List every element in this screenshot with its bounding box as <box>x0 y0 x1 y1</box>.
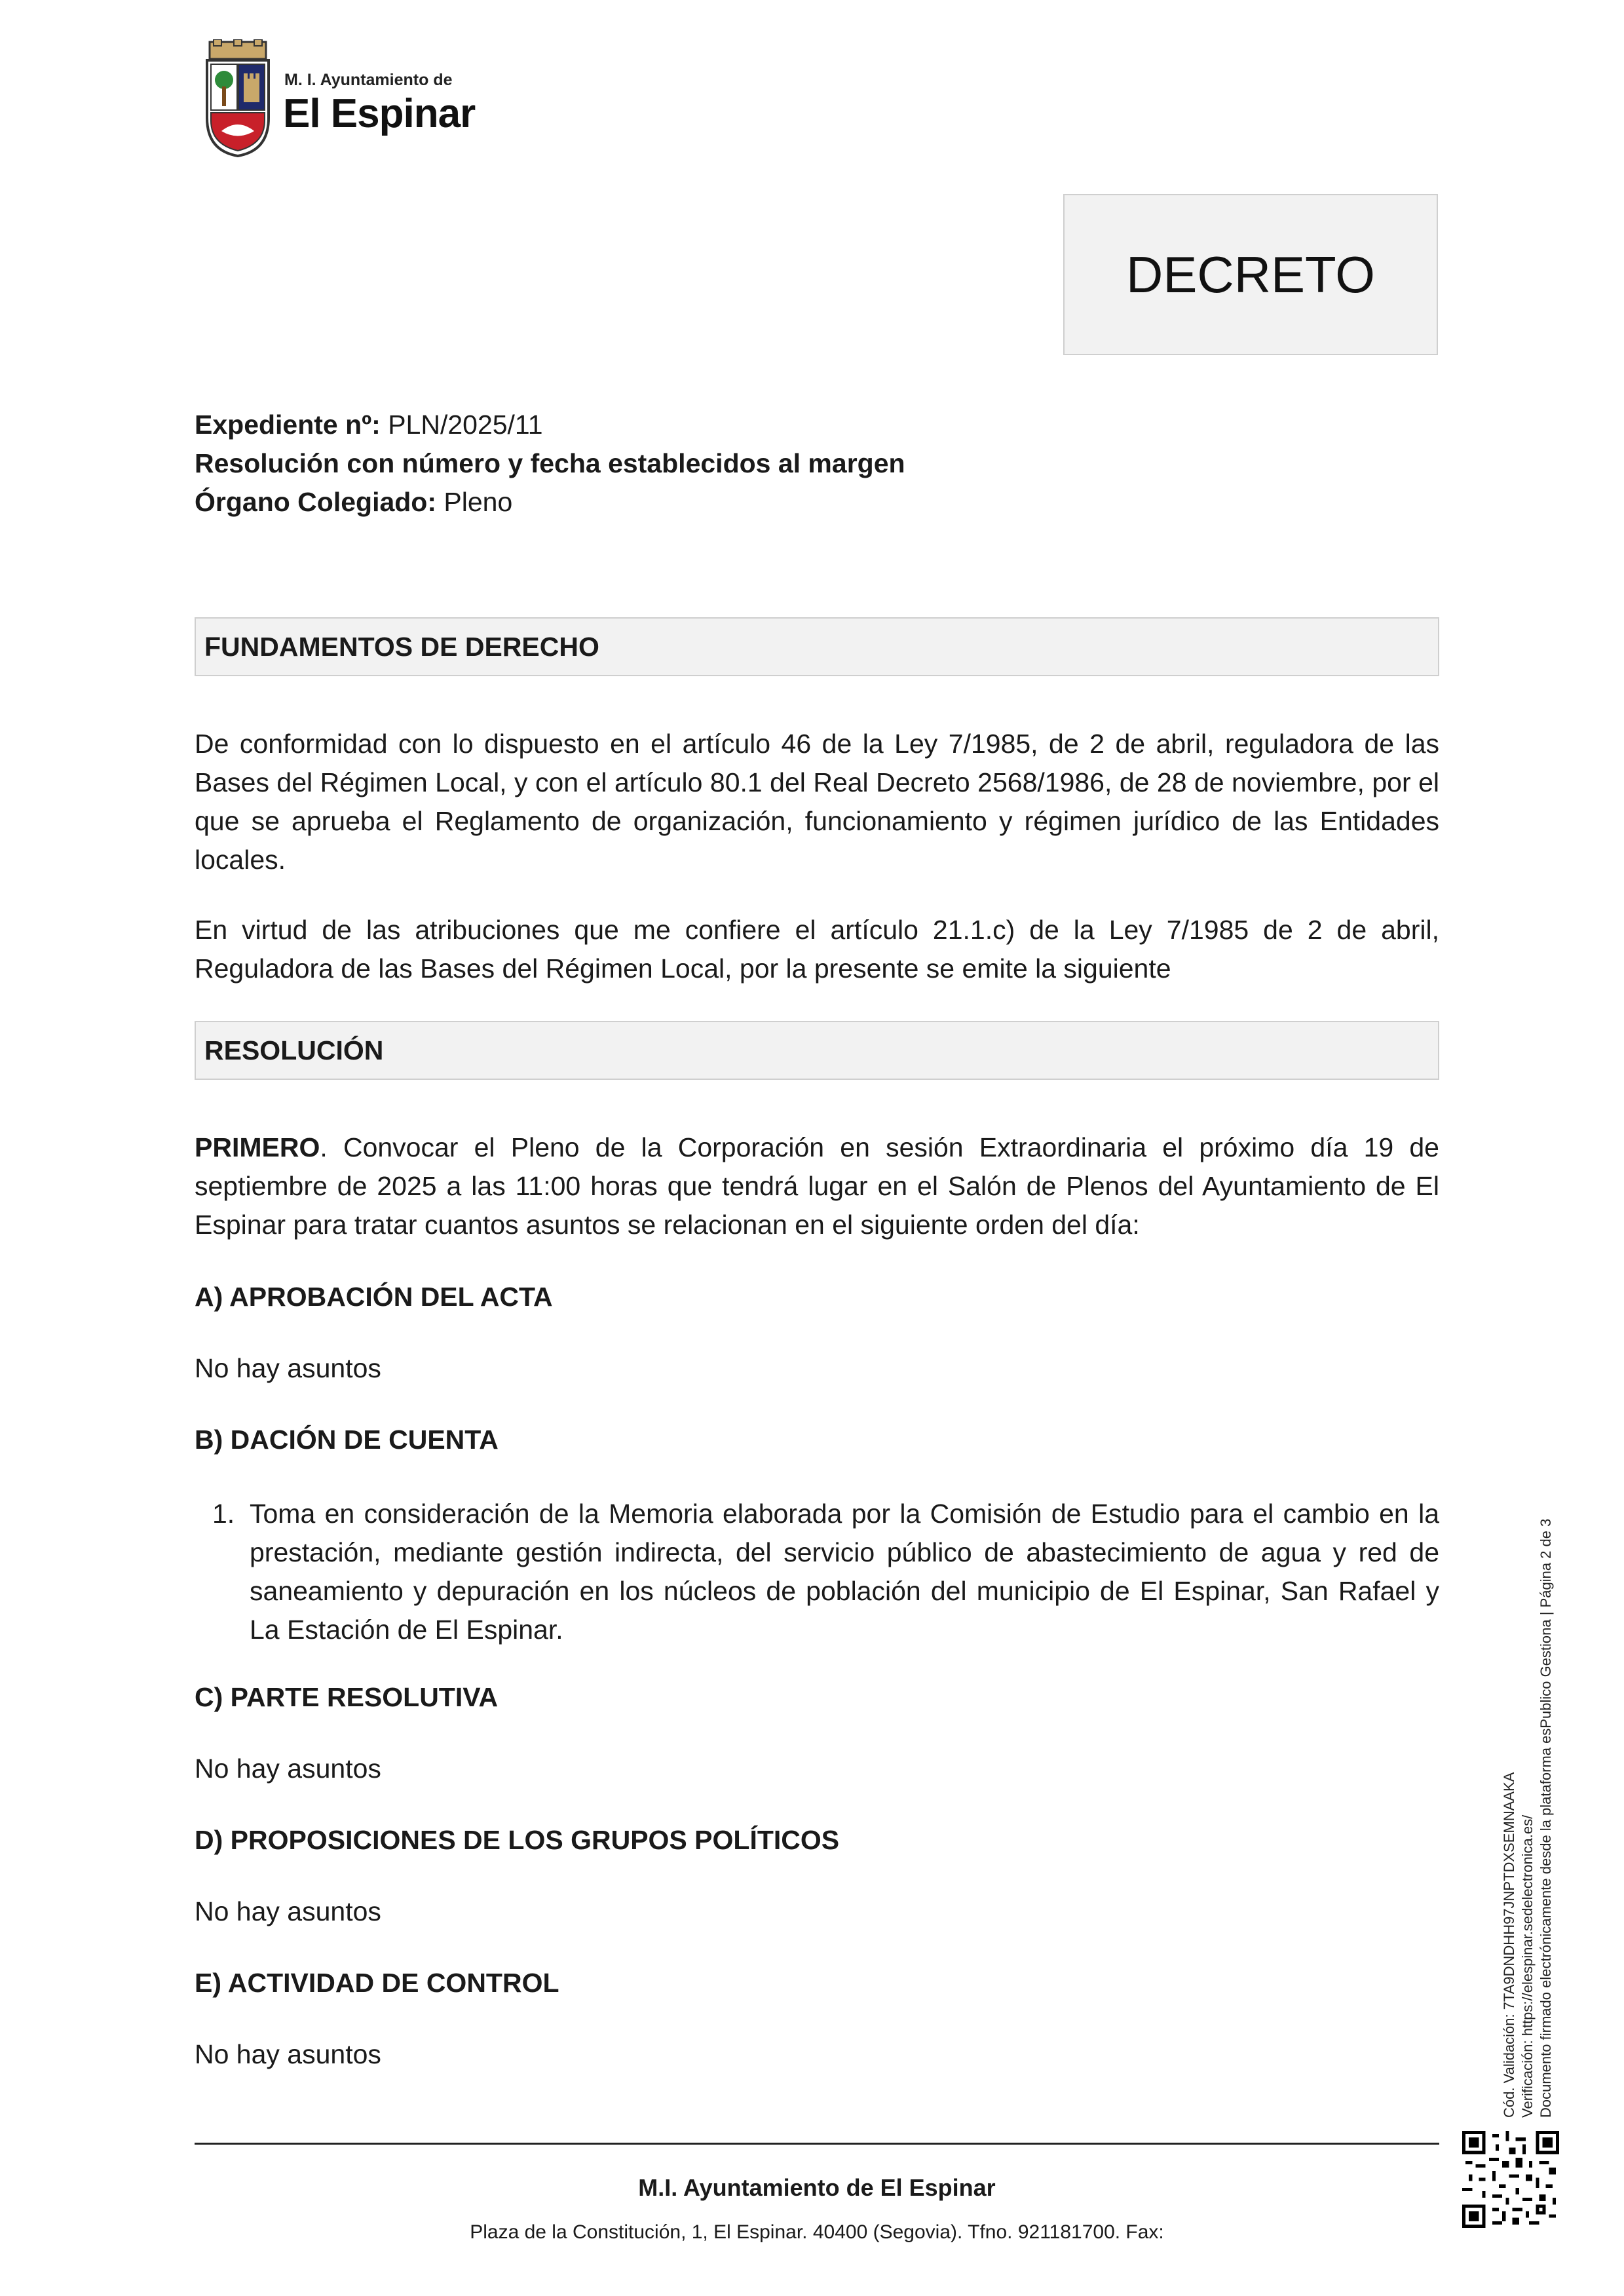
resolucion-title: RESOLUCIÓN <box>204 1035 384 1065</box>
list-item-number: 1. <box>212 1499 235 1529</box>
expediente-value: PLN/2025/11 <box>380 410 543 440</box>
section-e-text: No hay asuntos <box>195 2039 381 2069</box>
expediente-label: Expediente nº: <box>195 410 381 440</box>
logo-subtitle: M. I. Ayuntamiento de <box>284 71 453 89</box>
section-d-heading: D) PROPOSICIONES DE LOS GRUPOS POLÍTICOS <box>195 1825 840 1855</box>
section-d-text: No hay asuntos <box>195 1896 381 1926</box>
document-type-box <box>1063 194 1438 355</box>
verification-url[interactable]: Verificación: https://elespinar.sedelectronica.es/ <box>1519 1814 1536 2118</box>
expediente-line <box>195 409 1439 440</box>
section-b-heading: B) DACIÓN DE CUENTA <box>195 1425 499 1455</box>
footer-organization: M.I. Ayuntamiento de El Espinar <box>638 2174 996 2201</box>
primero-text: . Convocar el Pleno de la Corporación en sesión Extraordinaria el próximo día 19 de septiembre de 2025 a las 11:00 horas que tendrá lugar en el Salón de Plenos del Ayuntamiento de El Espinar para tratar cuantos asuntos se relacionan en el siguiente orden del día: <box>195 1132 1439 1240</box>
resolucion-line <box>195 448 1439 479</box>
fundamentos-header <box>195 617 1439 676</box>
organo-label: Órgano Colegiado: <box>195 487 436 517</box>
fundamentos-title: FUNDAMENTOS DE DERECHO <box>204 631 599 662</box>
coat-of-arms-icon <box>202 39 274 157</box>
organo-value: Pleno <box>436 487 513 517</box>
organo-line <box>195 486 1439 518</box>
section-a-text: No hay asuntos <box>195 1353 381 1383</box>
primero-paragraph <box>195 1128 1439 1244</box>
list-item-text: Toma en consideración de la Memoria elaborada por la Comisión de Estudio para el cambio en la prestación, mediante gestión indirecta, del servicio público de abastecimiento de agua y red de saneamiento y depuración en los núcleos de población del municipio de El Espinar, San Rafael y La Estación de El Espinar. <box>250 1499 1439 1645</box>
resolucion-header <box>195 1021 1439 1080</box>
qr-code-icon <box>1462 2131 1559 2228</box>
primero-label: PRIMERO <box>195 1132 320 1162</box>
section-c-heading: C) PARTE RESOLUTIVA <box>195 1682 499 1712</box>
section-e-heading: E) ACTIVIDAD DE CONTROL <box>195 1968 559 1998</box>
document-type-label: DECRETO <box>1126 245 1375 303</box>
section-c-text: No hay asuntos <box>195 1753 381 1784</box>
logo-title: El Espinar <box>283 91 476 136</box>
fundamentos-paragraph-2: En virtud de las atribuciones que me confiere el artículo 21.1.c) de la Ley 7/1985 de 2 de abril, Reguladora de las Bases del Régimen Local, por la presente se emite la siguiente <box>195 915 1439 984</box>
footer-address: Plaza de la Constitución, 1, El Espinar. 40400 (Segovia). Tfno. 921181700. Fax: <box>470 2221 1164 2243</box>
validation-code: Cód. Validación: 7TA9DNDHH97JNPTDXSEMNAAKA <box>1501 1772 1517 2118</box>
municipal-logo <box>202 39 476 157</box>
signature-note: Documento firmado electrónicamente desde la plataforma esPublico Gestiona | Página 2 de 3 <box>1538 1518 1554 2118</box>
footer-divider <box>195 2143 1439 2145</box>
validation-stamp <box>1500 1430 1555 2118</box>
fundamentos-paragraph-1: De conformidad con lo dispuesto en el artículo 46 de la Ley 7/1985, de 2 de abril, reguladora de las Bases del Régimen Local, y con el artículo 80.1 del Real Decreto 2568/1986, de 28 de noviembre, por el que se aprueba el Reglamento de organización, funcionamiento y régimen jurídico de las Entidades locales. <box>195 729 1439 875</box>
resolucion-text: Resolución con número y fecha establecidos al margen <box>195 448 905 478</box>
section-a-heading: A) APROBACIÓN DEL ACTA <box>195 1282 553 1312</box>
